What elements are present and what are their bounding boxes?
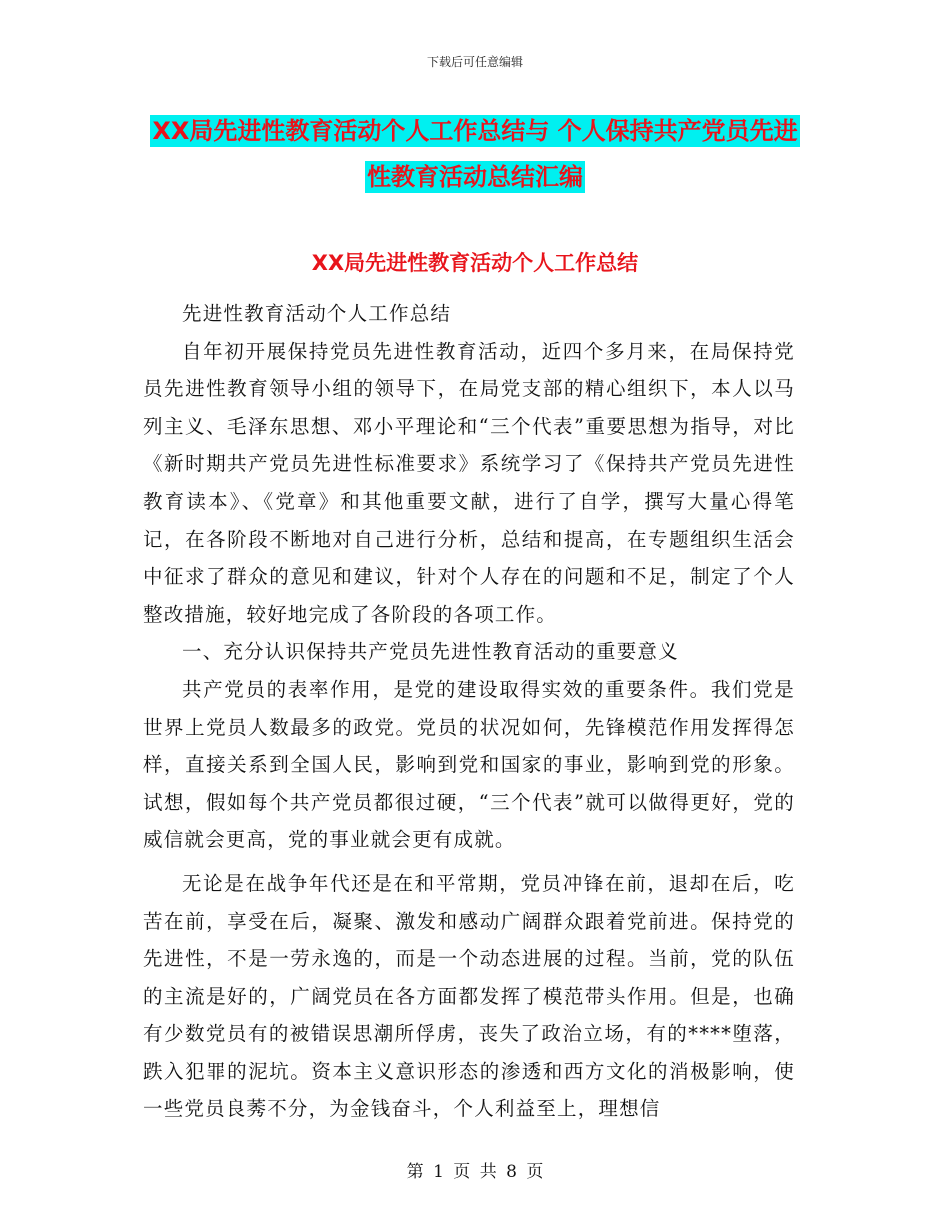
paragraph: 先进性教育活动个人工作总结 bbox=[182, 302, 452, 325]
paragraph: 一、充分认识保持共产党员先进性教育活动的重要意义 bbox=[182, 640, 679, 664]
section-title: XX局先进性教育活动个人工作总结 bbox=[311, 251, 639, 275]
page-footer: 第 1 页 共 8 页 bbox=[406, 1162, 544, 1182]
header-note: 下载后可任意编辑 bbox=[426, 55, 523, 69]
main-title-text: XX局先进性教育活动个人工作总结与 个人保持共产党员先进性教育活动总结汇编 bbox=[152, 117, 798, 191]
paragraph: 共产党员的表率作用，是党的建设取得实效的重要条件。我们党是世界上党员人数最多的政党。党员的状况如何，先锋模范作用发挥得怎样，直接关系到全国人民，影响到党和国家的事业，影响到党的形象。试想，假如每个共产党员都很过硬，“三个代表”就可以做得更好，党的威信就会更高，党的事业就会更有成就。 bbox=[143, 677, 795, 852]
paragraph: 自年初开展保持党员先进性教育活动，近四个多月来，在局保持党员先进性教育领导小组的领导下，在局党支部的精心组织下，本人以马列主义、毛泽东思想、邓小平理论和“三个代表”重要思想为指导，对比《新时期共产党员先进性标准要求》系统学习了《保持共产党员先进性教育读本》、《党章》和其他重要文献，进行了自学，撰写大量心得笔记，在各阶段不断地对自己进行分析，总结和提高，在专题组织生活会中征求了群众的意见和建议，针对个人存在的问题和不足，制定了个人整改措施，较好地完成了各阶段的各项工作。 bbox=[143, 339, 795, 626]
body-text bbox=[143, 295, 795, 1128]
main-title bbox=[143, 108, 807, 200]
paragraph: 无论是在战争年代还是在和平常期，党员冲锋在前，退却在后，吃苦在前，享受在后，凝聚、激发和感动广阔群众跟着党前进。保持党的先进性，不是一劳永逸的，而是一个动态进展的过程。当前，党的队伍的主流是好的，广阔党员在各方面都发挥了模范带头作用。但是，也确有少数党员有的被错误思潮所俘虏，丧失了政治立场，有的****堕落，跌入犯罪的泥坑。资本主义意识形态的渗透和西方文化的消极影响，使一些党员良莠不分，为金钱奋斗，个人利益至上，理想信 bbox=[143, 871, 795, 1121]
